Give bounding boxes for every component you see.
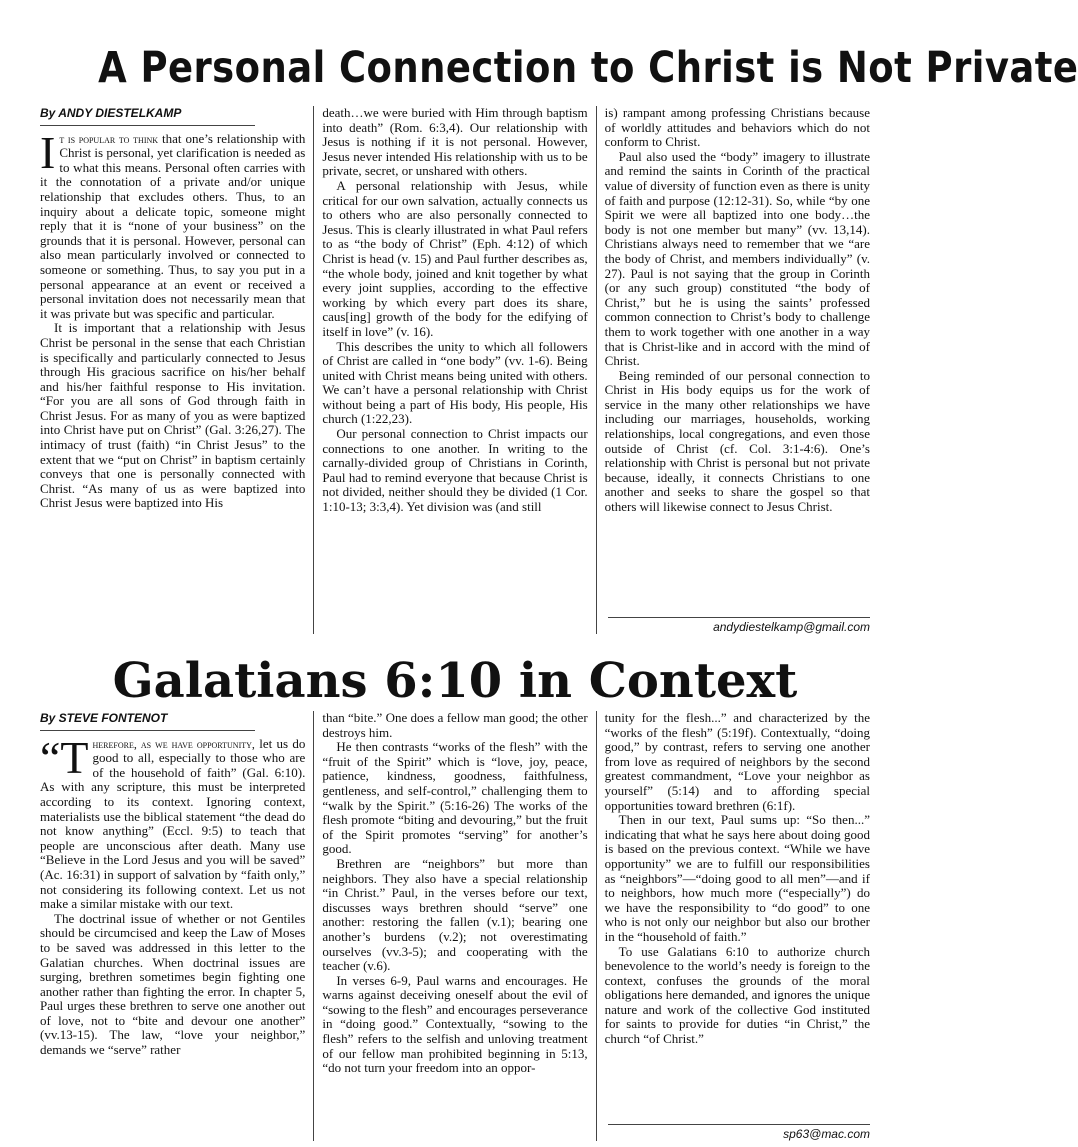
author-email: andydiestelkamp@gmail.com	[608, 617, 870, 634]
article-column-3	[596, 106, 870, 634]
article-column-2	[313, 711, 595, 1141]
paragraph-text: that one’s relationship with Christ is personal, yet clarification is needed as to what this means. Personal often carries with it the connotation of a private and/or unique relationship that excludes others. Thus, to an inquiry about a delicate topic, someone might reply that it is “none of your business” on the grounds that it is personal. However, personal can also mean particularly involved or connected to someone or something. Thus, to say you put in a personal appearance at an event or received a personal invitation does not necessarily mean that it was private but was specific and particular.	[40, 130, 306, 321]
article-columns	[40, 106, 870, 634]
article-column-1	[40, 711, 313, 1141]
article-columns	[40, 711, 870, 1141]
paragraph: To use Galatians 6:10 to authorize church benevolence to the world’s needy is foreign to the context, confuses the grounds of the moral obligations here demanded, and ignores the unique nature and work of the collective God instituted for saints to provide for duties “in Christ,” the church “of Christ.”	[604, 943, 870, 1047]
paragraph: This describes the unity to which all followers of Christ are called in “one body” (vv. 1-6). Being united with Christ means being united with others. We can’t have a personal relationship with Christ without being a part of His body, His people, His church (1:22,23).	[322, 338, 588, 427]
article-title: A Personal Connection to Christ is Not Private	[98, 43, 1078, 93]
article-column-1	[40, 106, 313, 634]
paragraph: In verses 6-9, Paul warns and encourages. He warns against deceiving oneself about the evil of “sowing to the flesh” and encourages perseverance in “doing good.” Contextually, “sowing to the flesh” refers to the selfish and unloving treatment of our fellow man prohibited beginning in 5:13, “do not turn your freedom into an oppor-	[322, 972, 588, 1076]
article-column-2	[313, 106, 595, 634]
paragraph: tunity for the flesh...” and characterized by the “works of the flesh” (5:19f). Contextually, “doing good,” by contrast, refers to serving one another from love as required of neighbors by the second greatest commandment, “Love your neighbor as yourself” (5:14) and to affording special opportunities toward brethren (6:1f).	[604, 710, 870, 813]
paragraph: Then in our text, Paul sums up: “So then...” indicating that what he says here about doing good is based on the previous context. “While we have opportunity” we are to fulfill our responsibilities as “neighbors”—“doing good to all men”—and if to neighbors, how much more (“especially”) do we have the responsibility to “do good” to one who is not only our neighbor but also our brother in the “household of faith.”	[604, 812, 870, 944]
drop-cap: I	[40, 126, 56, 178]
paragraph: Being reminded of our personal connection to Christ in His body equips us for the work of service in the many other relationships we have including our marriages, households, working relationships, local congregations, and even those outside of Christ (cf. Col. 3:1-4:6). One’s relationship with Christ is personal but not private because, ideally, it connects Christians to one another and seeks to share the gospel so that others will likewise connect to Jesus Christ.	[604, 367, 870, 515]
paragraph: is) rampant among professing Christians because of worldly attitudes and behaviors which do not conform to Christ.	[604, 105, 870, 150]
drop-cap: “T	[40, 731, 89, 783]
author-email: sp63@mac.com	[608, 1124, 870, 1141]
paragraph: death…we were buried with Him through baptism into death” (Rom. 6:3,4). Our relationship with Jesus is nothing if it is not personal. However, Jesus never intended His relationship with us to be private, secret, or unshared with others.	[322, 105, 588, 179]
article-personal-connection	[40, 34, 1078, 634]
paragraph: He then contrasts “works of the flesh” with the “fruit of the Spirit” which is “love, joy, peace, patience, kindness, goodness, faithfulness, gentleness, and self-control,” challenging them to “walk by the Spirit.” (5:16-26) The works of the flesh promote “biting and devouring,” but the fruit of the Spirit promotes “serving” for another’s good.	[322, 739, 588, 857]
byline: By STEVE FONTENOT	[40, 711, 255, 731]
byline: By ANDY DIESTELKAMP	[40, 106, 255, 126]
paragraph	[40, 731, 306, 912]
article-title: Galatians 6:10 in Context	[112, 653, 798, 709]
paragraph: than “bite.” One does a fellow man good; the other destroys him.	[322, 710, 588, 740]
paragraph: A personal relationship with Jesus, while critical for our own salvation, actually connects us to others who are also personally connected to Jesus. This is clearly illustrated in what Paul refers to as “the body of Christ” (Eph. 4:12) of which Christ is head (v. 15) and Paul further describes as, “the whole body, joined and knit together by what every joint supplies, according to the effective working by which every part does its share, caus[ing] growth of the body for the edifying of itself in love” (v. 16).	[322, 177, 588, 339]
paragraph: The doctrinal issue of whether or not Gentiles should be circumcised and keep the Law of Moses to be saved was addressed in this letter to the Galatian churches. When doctrinal issues are surging, brethren sometimes begin fighting one another rather than fighting the error. In chapter 5, Paul urges these brethren to serve one another out of love, not to “bite and devour one another” (vv.13-15). The law, “love your neighbor,” demands we “serve” rather	[40, 910, 306, 1058]
paragraph	[40, 126, 306, 322]
paragraph: It is important that a relationship with Jesus Christ be personal in the sense that each Christian is specifically and particularly connected to Jesus through His gracious sacrifice on his/her behalf and his/her faithful response to His invitation. “For you are all sons of God through faith in Christ Jesus. For as many of you as were baptized into Christ have put on Christ” (Gal. 3:26,27). The intimacy of trust (faith) “in Christ Jesus” to the extent that we “put on Christ” in baptism certainly conveys that one is personally connected with Christ. “As many of us as were baptized into Christ Jesus were baptized into His	[40, 320, 306, 511]
paragraph: Our personal connection to Christ impacts our connections to one another. In writing to the carnally-divided group of Christians in Corinth, Paul had to remind everyone that because Christ is not divided, neither should they be divided (1 Cor. 1:10-13; 3:3,4). Yet division was (and still	[322, 426, 588, 515]
small-caps-opening: t is popular to think	[59, 131, 159, 146]
article-galatians	[40, 655, 870, 1145]
paragraph: Brethren are “neighbors” but more than neighbors. They also have a special relationship “in Christ.” Paul, in the verses before our text, discusses ways brethren should “serve” one another: restoring the fallen (v.1); bearing one another’s burdens (v.2); not overestimating ourselves (vv.3-5); and cooperating with the teacher (v.6).	[322, 855, 588, 974]
paragraph-text: let us do good to all, especially to those who are of the household of faith” (Gal. 6:10). As with any scripture, this must be interpreted according to its context. Ignoring context, materialists use the biblical statement “the dead do not know anything” (Eccl. 9:5) to teach that people are unconscious after death. Many use “Believe in the Lord Jesus and you will be saved” (Ac. 16:31) in support of salvation by “faith only,” not considering its following context. Let us not make a similar mistake with our text.	[40, 735, 306, 912]
article-column-3	[596, 711, 870, 1141]
small-caps-opening: herefore, as we have opportunity,	[92, 736, 255, 751]
paragraph: Paul also used the “body” imagery to illustrate and remind the saints in Corinth of the practical value of diversity of function even as there is unity of faith and purpose (12:12-31). So, while “by one Spirit we were all baptized into one body…the body is not one member but many” (vv. 13,14). Christians always need to remember that we “are the body of Christ, and members individually” (v. 27). Paul is not saying that the group in Corinth (or any such group) constituted “the body of Christ,” but he is using the saints’ professed common connection to Christ’s body to challenge them to work together with one another in a way that is Christ-like and in accord with the mind of Christ.	[604, 148, 870, 369]
